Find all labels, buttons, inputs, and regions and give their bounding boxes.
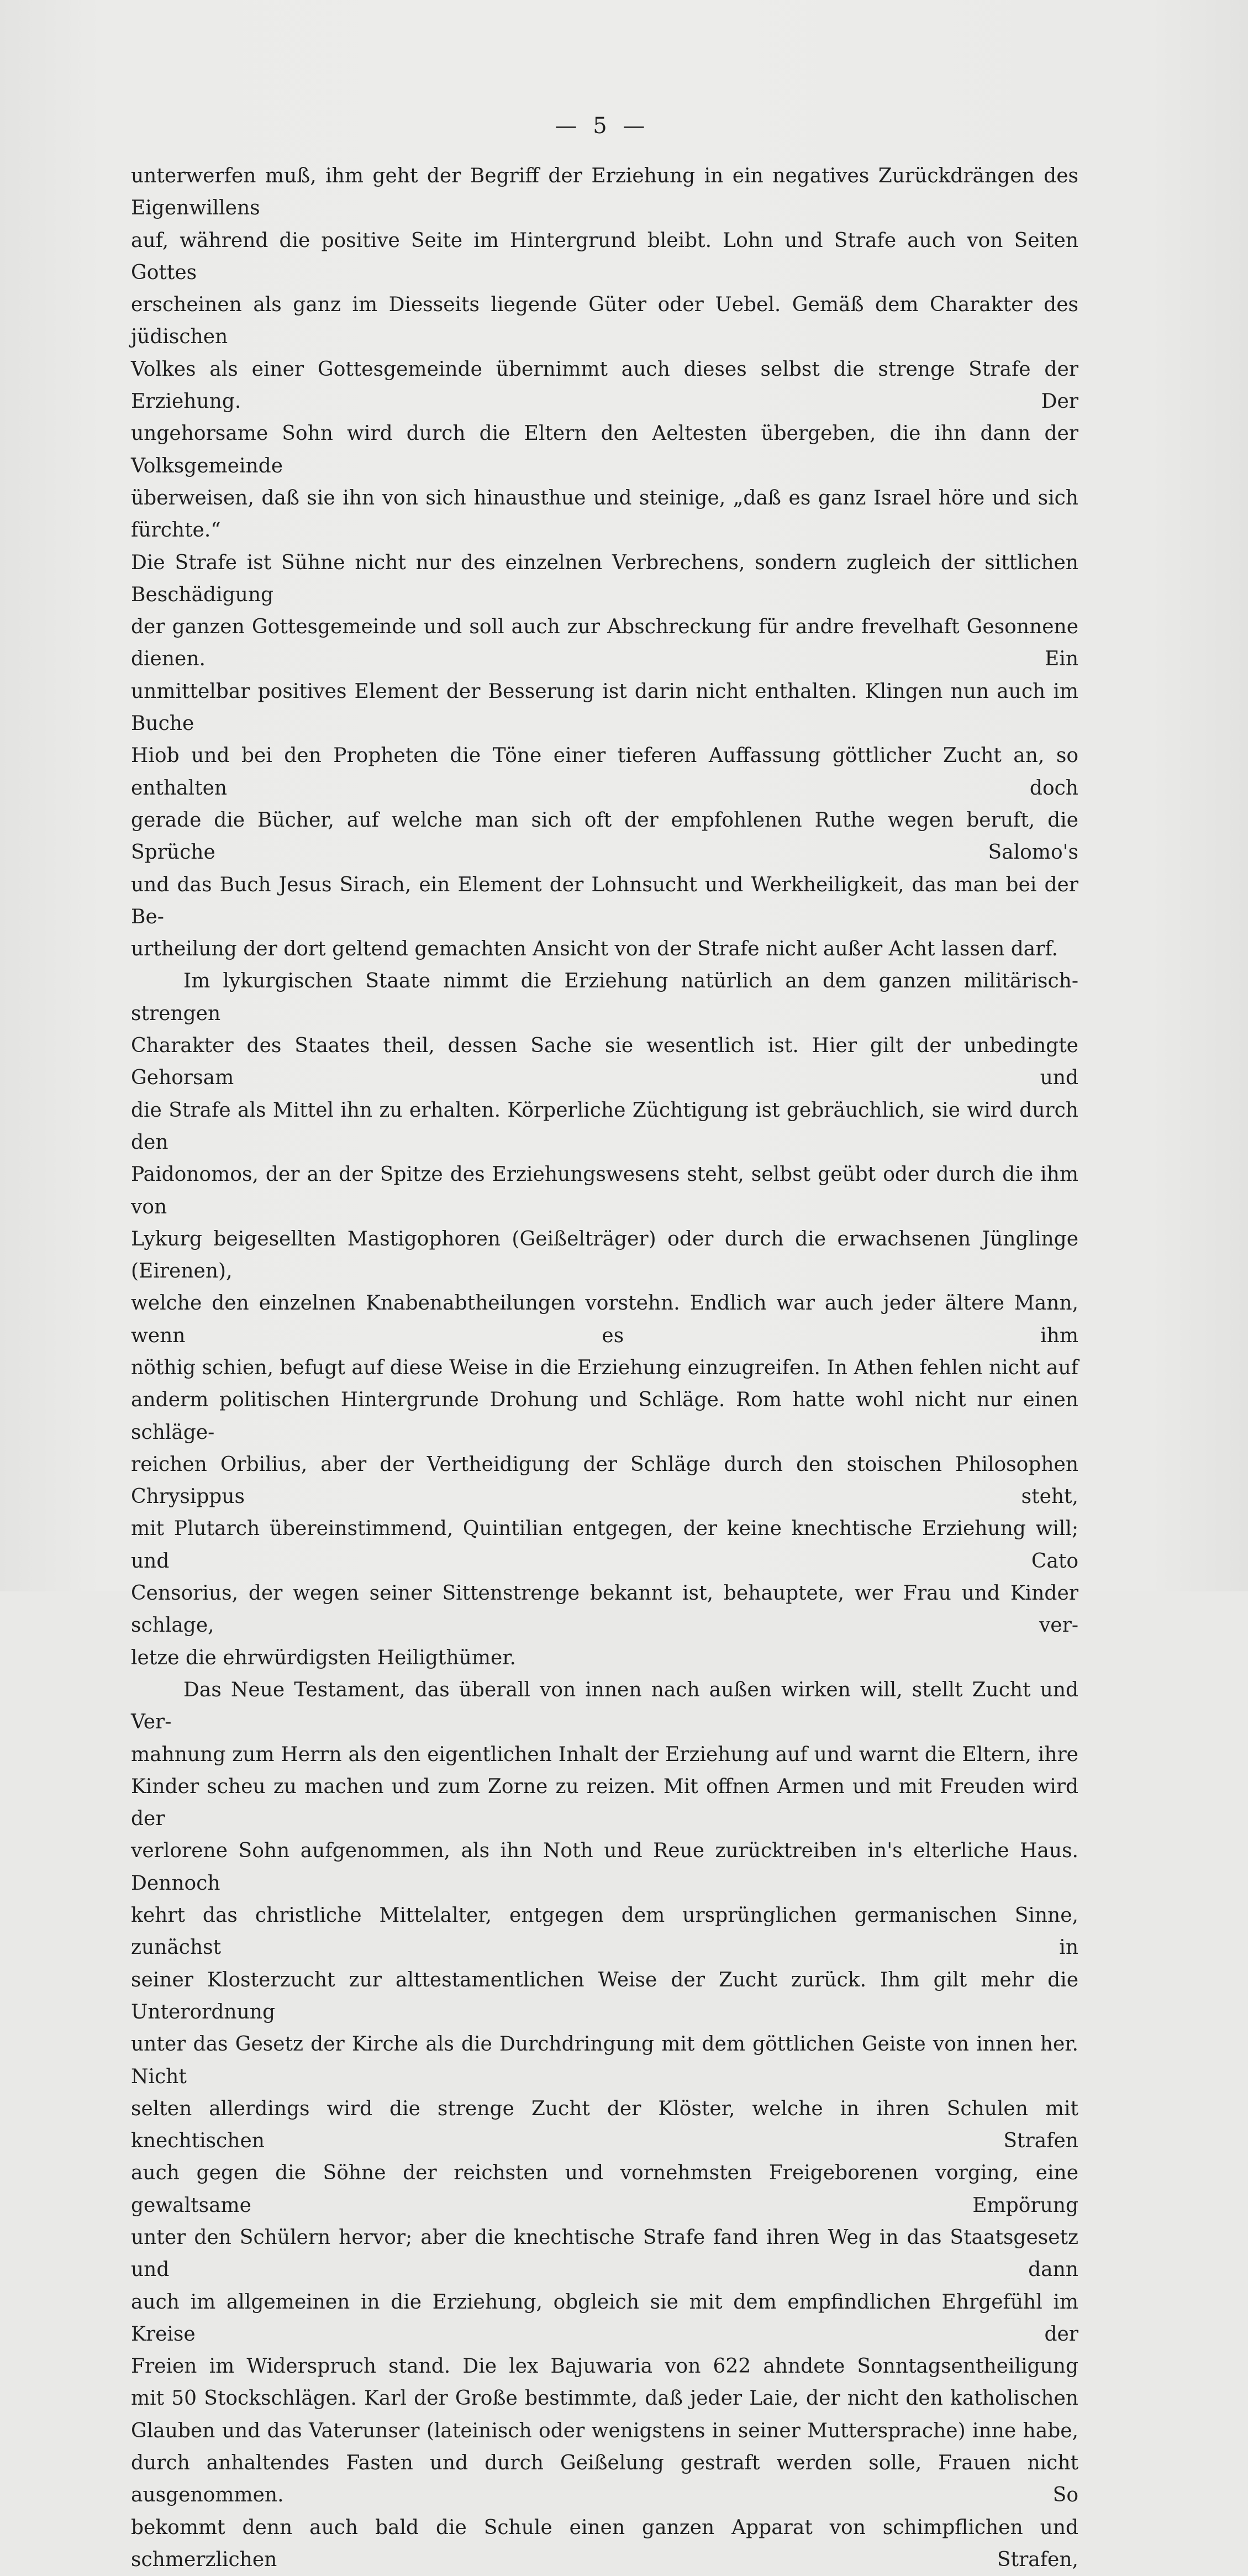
text-line: Glauben und das Vaterunser (lateinisch oder wenigstens in seiner Muttersprache) inne habe,: [131, 2419, 1078, 2442]
text-line: überweisen, daß sie ihn von sich hinausthue und steinige, „daß es ganz Israel höre und sich fürchte.“: [131, 486, 1078, 542]
text-line: welche den einzelnen Knabenabtheilungen vorstehn. Endlich war auch jeder ältere Mann, wenn es ihm: [131, 1292, 1078, 1347]
text-line: kehrt das christliche Mittelalter, entgegen dem ursprünglichen germanischen Sinne, zunächst in: [131, 1904, 1078, 1959]
text-line: verlorene Sohn aufgenommen, als ihn Noth und Reue zurücktreiben in's elterliche Haus. Dennoch: [131, 1839, 1078, 1895]
text-line: unterwerfen muß, ihm geht der Begriff der Erziehung in ein negatives Zurückdrängen des Eigenwillens: [131, 165, 1078, 220]
body-text: [131, 160, 1078, 2576]
text-line: reichen Orbilius, aber der Vertheidigung der Schläge durch den stoischen Philosophen Chrysippus steht,: [131, 1453, 1078, 1508]
text-line: Freien im Widerspruch stand. Die lex Bajuwaria von 622 ahndete Sonntagsentheiligung: [131, 2355, 1078, 2378]
text-line: bekommt denn auch bald die Schule einen ganzen Apparat von schimpflichen und schmerzlichen Strafen,: [131, 2516, 1078, 2571]
text-line: und das Buch Jesus Sirach, ein Element der Lohnsucht und Werkheiligkeit, das man bei der Be-: [131, 873, 1078, 928]
text-line: unmittelbar positives Element der Besserung ist darin nicht enthalten. Klingen nun auch im Buche: [131, 680, 1078, 735]
text-line: durch anhaltendes Fasten und durch Geißelung gestraft werden solle, Frauen nicht ausgenommen. So: [131, 2452, 1078, 2507]
text-line: nöthig schien, befugt auf diese Weise in die Erziehung einzugreifen. In Athen fehlen nicht auf: [131, 1356, 1078, 1379]
text-line: die Strafe als Mittel ihn zu erhalten. Körperliche Züchtigung ist gebräuchlich, sie wird durch den: [131, 1098, 1078, 1154]
text-line: gerade die Bücher, auf welche man sich oft der empfohlenen Ruthe wegen beruft, die Sprüche Salomo's: [131, 808, 1078, 864]
text-line: unter das Gesetz der Kirche als die Durchdringung mit dem göttlichen Geiste von innen her. Nicht: [131, 2033, 1078, 2088]
text-line: auf, während die positive Seite im Hintergrund bleibt. Lohn und Strafe auch von Seiten Gottes: [131, 229, 1078, 284]
text-line: auch gegen die Söhne der reichsten und vornehmsten Freigeborenen vorging, eine gewaltsame Empörung: [131, 2162, 1078, 2217]
text-line: Censorius, der wegen seiner Sittenstrenge bekannt ist, behauptete, wer Frau und Kinder schlage, ver-: [131, 1582, 1078, 1637]
text-line: erscheinen als ganz im Diesseits liegende Güter oder Uebel. Gemäß dem Charakter des jüdischen: [131, 293, 1078, 349]
text-line: mit 50 Stockschlägen. Karl der Große bestimmte, daß jeder Laie, der nicht den katholischen: [131, 2387, 1078, 2410]
text-line: auch im allgemeinen in die Erziehung, obgleich sie mit dem empfindlichen Ehrgefühl im Kreise der: [131, 2290, 1078, 2346]
text-line: der ganzen Gottesgemeinde und soll auch zur Abschreckung für andre frevelhaft Gesonnene dienen. Ein: [131, 616, 1078, 671]
page-number: — 5 —: [555, 113, 650, 139]
text-line: Volkes als einer Gottesgemeinde übernimmt auch dieses selbst die strenge Strafe der Erziehung. Der: [131, 358, 1078, 413]
text-line: mit Plutarch übereinstimmend, Quintilian entgegen, der keine knechtische Erziehung will; und Cato: [131, 1517, 1078, 1573]
paragraph-1: [131, 160, 1078, 965]
text-line: Kinder scheu zu machen und zum Zorne zu reizen. Mit offnen Armen und mit Freuden wird der: [131, 1775, 1078, 1831]
text-line: letze die ehrwürdigsten Heiligthümer.: [131, 1646, 516, 1669]
paragraph-2: [131, 965, 1078, 1674]
text-line: Im lykurgischen Staate nimmt die Erziehung natürlich an dem ganzen militärisch-strengen: [131, 970, 1078, 1025]
text-line: Das Neue Testament, das überall von innen nach außen wirken will, stellt Zucht und Ver-: [131, 1678, 1078, 1734]
text-line: seiner Klosterzucht zur alttestamentlichen Weise der Zucht zurück. Ihm gilt mehr die Unterordnung: [131, 1968, 1078, 2023]
paragraph-3: [131, 1674, 1078, 2576]
text-line: ungehorsame Sohn wird durch die Eltern den Aeltesten übergeben, die ihn dann der Volksgemeinde: [131, 422, 1078, 477]
text-line: Charakter des Staates theil, dessen Sache sie wesentlich ist. Hier gilt der unbedingte Gehorsam und: [131, 1034, 1078, 1090]
text-line: Hiob und bei den Propheten die Töne einer tieferen Auffassung göttlicher Zucht an, so enthalten doch: [131, 744, 1078, 800]
text-line: urtheilung der dort geltend gemachten Ansicht von der Strafe nicht außer Acht lassen darf.: [131, 938, 1058, 961]
text-line: Paidonomos, der an der Spitze des Erziehungswesens steht, selbst geübt oder durch die ihm von: [131, 1163, 1078, 1218]
text-line: anderm politischen Hintergrunde Drohung und Schläge. Rom hatte wohl nicht nur einen schläge-: [131, 1389, 1078, 1444]
text-line: unter den Schülern hervor; aber die knechtische Strafe fand ihren Weg in das Staatsgesetz und dann: [131, 2226, 1078, 2281]
text-line: Die Strafe ist Sühne nicht nur des einzelnen Verbrechens, sondern zugleich der sittlichen Beschädigung: [131, 551, 1078, 606]
text-line: mahnung zum Herrn als den eigentlichen Inhalt der Erziehung auf und warnt die Eltern, ihre: [131, 1743, 1078, 1766]
text-line: Lykurg beigesellten Mastigophoren (Geißelträger) oder durch die erwachsenen Jünglinge (Eirenen),: [131, 1227, 1078, 1283]
text-line: selten allerdings wird die strenge Zucht der Klöster, welche in ihren Schulen mit knechtischen Strafen: [131, 2097, 1078, 2153]
